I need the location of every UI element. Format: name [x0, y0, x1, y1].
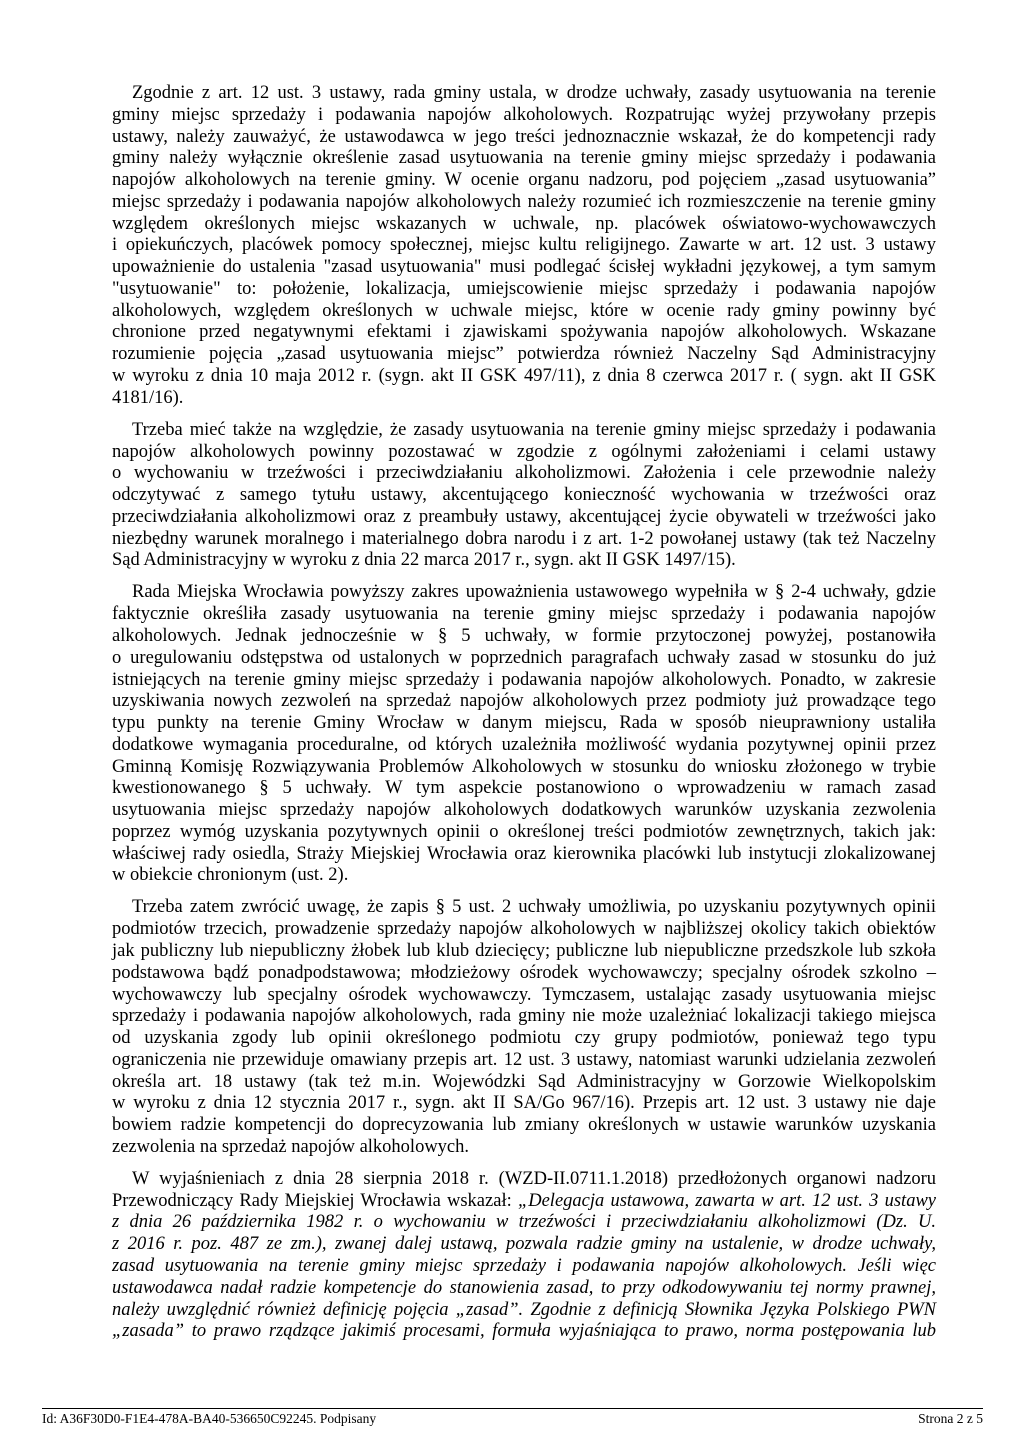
paragraph [112, 83, 936, 409]
text-line: odczytywać z samego tytułu ustawy, akcentującego konieczność wychowania w trzeźwości oraz [112, 485, 936, 506]
text-line: 4181/16). [112, 387, 184, 408]
text-line: kwestionowanego § 5 uchwały. W tym aspekcie postanowiono o wprowadzeniu w ramach zasad [112, 778, 936, 799]
text-line: sprzedaży i podawania napojów alkoholowych, rada gminy nie może uzależniać lokalizacji takiego miejsca [112, 1006, 936, 1027]
text-line: alkoholowych, względem określonych w uchwale miejsc, które w ocenie rady gminy powinny być [112, 300, 936, 321]
text-line: dodatkowe wymagania proceduralne, od których uzależniła możliwość wydania pozytywnej opinii przez [112, 734, 936, 755]
text-line: podstawowa bądź ponadpodstawowa; młodzieżowy ośrodek wychowawczy; specjalny ośrodek szkolno – [112, 962, 936, 983]
document-body [112, 83, 936, 1353]
text-line: poprzez wymóg uzyskania pozytywnych opinii o określonej treści podmiotów zewnętrznych, takich jak: [112, 821, 936, 842]
text-line [112, 1191, 936, 1213]
text-line: faktycznie określiła zasady usytuowania na terenie gminy miejsc sprzedaży i podawania napojów [112, 604, 936, 625]
text-line: "usytuowanie" to: położenie, lokalizacja, umiejscowienie miejsc sprzedaży i podawania napojów [112, 278, 936, 299]
text-line: alkoholowych. Jednak jednocześnie w § 5 uchwały, w formie przytoczonej powyżej, postanowiła [112, 625, 936, 646]
text-line: napojów alkoholowych na terenie gminy. W ocenie organu nadzoru, pod pojęciem „zasad usytuowania” [112, 170, 936, 191]
text-line: jak publiczny lub niepubliczny żłobek lub klub dziecięcy; publiczne lub niepubliczne przedszkole lub szkoła [112, 940, 936, 961]
footer-divider [42, 1408, 983, 1409]
text-line: Trzeba zatem zwrócić uwagę, że zapis § 5 ust. 2 uchwały umożliwia, po uzyskaniu pozytywnych opinii [132, 897, 936, 918]
paragraph [112, 897, 936, 1158]
text-line: istniejących na terenie gminy miejsc sprzedaży i podawania napojów alkoholowych. Ponadto, w zakresie [112, 669, 936, 690]
paragraph [112, 1169, 936, 1343]
text-line: ograniczenia nie przewiduje omawiany przepis art. 12 ust. 3 ustawy, natomiast warunki udzielania zezwoleń [112, 1049, 936, 1070]
text-line: w wyroku z dnia 10 maja 2012 r. (sygn. akt II GSK 497/11), z dnia 8 czerwca 2017 r. ( sygn. akt II GSK [112, 365, 936, 386]
text-line: o uregulowaniu odstępstwa od ustalonych w poprzednich paragrafach uchwały zasad w stosunku do już [112, 647, 936, 668]
text-line: o wychowaniu w trzeźwości i przeciwdziałaniu alkoholizmowi. Założenia i cele przewodnie należy [112, 463, 936, 484]
text-line: Zgodnie z art. 12 ust. 3 ustawy, rada gminy ustala, w drodze uchwały, zasady usytuowania na terenie [132, 83, 936, 103]
quoted-text-line: należy uwzględnić również definicję pojęcia „zasad”. Zgodnie z definicją Słownika Języka Polskiego PWN [112, 1299, 936, 1320]
text-line: niezbędny warunek moralnego i materialnego dobra narodu i z art. 1-2 powołanej ustawy (tak też Naczelny [112, 528, 936, 549]
text-line: przeciwdziałania alkoholizmowi oraz z preambuły ustawy, akcentującej życie obywateli w trzeźwości jako [112, 506, 936, 527]
text-line: usytuowania miejsc sprzedaży napojów alkoholowych dodatkowych warunków uzyskania zezwolenia [112, 800, 936, 821]
text-line: chronione przed negatywnymi efektami i zjawiskami spożywania napojów alkoholowych. Wskazane [112, 322, 936, 343]
text-line: miejsc sprzedaży i podawania napojów alkoholowych należy rozumieć ich rozmieszczenie na terenie gminy [112, 191, 936, 212]
text-line: w wyroku z dnia 12 stycznia 2017 r., sygn. akt II SA/Go 967/16). Przepis art. 12 ust. 3 ustawy nie daje [112, 1093, 936, 1114]
document-id: Id: A36F30D0-F1E4-478A-BA40-536650C92245. Podpisany [42, 1411, 377, 1426]
text-line: zezwolenia na sprzedaż napojów alkoholowych. [112, 1136, 470, 1157]
text-line: gminy należy wyłącznie określenie zasad usytuowania na terenie gminy miejsc sprzedaży i podawania [112, 148, 936, 169]
text-line: i opiekuńczych, placówek pomocy społecznej, miejsc kultu religijnego. Zawarte w art. 12 ust. 3 ustawy [112, 235, 936, 256]
text-line: Sąd Administracyjny w wyroku z dnia 22 marca 2017 r., sygn. akt II GSK 1497/15). [112, 550, 736, 571]
page-number: Strona 2 z 5 [918, 1411, 983, 1426]
text-line: napojów alkoholowych powinny pozostawać w zgodzie z ogólnymi założeniami i celami ustawy [112, 441, 936, 462]
text-line: wychowawczy lub specjalny ośrodek wychowawczy. Tymczasem, ustalając zasady usytuowania miejsc [112, 984, 936, 1005]
text-line: od uzyskania zgody lub opinii określonego podmiotu czy grupy podmiotów, ponieważ tego typu [112, 1028, 936, 1049]
quoted-text-line: z 2016 r. poz. 487 ze zm.), zwanej dalej ustawą, pozwala radzie gminy na ustalenie, w drodze uchwały, [112, 1234, 936, 1255]
text-line: ustawy, należy zauważyć, że ustawodawca w jego treści jednoznacznie wskazał, że do kompetencji rady [112, 126, 936, 147]
quoted-text-segment: „Delegacja ustawowa, zawarta w art. 12 ust. 3 ustawy [517, 1190, 936, 1211]
quoted-text-line: z dnia 26 października 1982 r. o wychowaniu w trzeźwości i przeciwdziałaniu alkoholizmowi (Dz. U. [112, 1212, 936, 1233]
text-line: upoważnienie do ustalenia "zasad usytuowania" musi podlegać ścisłej wykładni językowej, a tym samym [112, 257, 936, 278]
text-line: rozumienie pojęcia „zasad usytuowania miejsc” potwierdza również Naczelny Sąd Administracyjny [112, 344, 936, 365]
quoted-text-line: „zasada” to prawo rządzące jakimiś procesami, formuła wyjaśniająca to prawo, norma postępowania lub [112, 1321, 936, 1342]
text-line: w obiekcie chronionym (ust. 2). [112, 865, 349, 886]
text-line: typu punkty na terenie Gminy Wrocław w danym miejscu, Rada w sposób nieuprawniony ustaliła [112, 713, 936, 734]
text-line: Rada Miejska Wrocławia powyższy zakres upoważnienia ustawowego wypełniła w § 2-4 uchwały, gdzie [132, 582, 936, 603]
text-line: bowiem radzie kompetencji do doprecyzowania lub zmiany określonych w ustawie warunków uzyskania [112, 1115, 936, 1136]
text-line: podmiotów trzecich, prowadzenie sprzedaży napojów alkoholowych w najbliższej okolicy takich obiektów [112, 919, 936, 940]
text-line: Trzeba mieć także na względzie, że zasady usytuowania na terenie gminy miejsc sprzedaży i podawania [132, 419, 936, 440]
text-line: uzyskiwania nowych zezwoleń na sprzedaż napojów alkoholowych przez podmioty już prowadzące tego [112, 691, 936, 712]
text-line: W wyjaśnieniach z dnia 28 sierpnia 2018 r. (WZD-II.0711.1.2018) przedłożonych organowi nadzoru [132, 1168, 936, 1189]
text-segment: Przewodniczący Rady Miejskiej Wrocławia wskazał: [112, 1190, 512, 1211]
text-line: gminy miejsc sprzedaży i podawania napojów alkoholowych. Rozpatrując wyżej przywołany przepis [112, 104, 936, 125]
paragraph [112, 420, 936, 572]
text-line: określa art. 18 ustawy (tak też m.in. Wojewódzki Sąd Administracyjny w Gorzowie Wielkopolskim [112, 1071, 936, 1092]
quoted-text-line: zasad usytuowania na terenie gminy miejsc sprzedaży i podawania napojów alkoholowych. Jeśli więc [112, 1256, 936, 1276]
text-line: właściwej rady osiedla, Straży Miejskiej Wrocławia oraz kierownika placówki lub instytucji zlokalizowanej [112, 843, 936, 864]
text-line: względem określonych miejsc wskazanych w uchwale, np. placówek oświatowo-wychowawczych [112, 213, 936, 234]
quoted-text-line: ustawodawca nadał radzie kompetencje do stanowienia zasad, to przy odkodowywaniu tej normy prawnej, [112, 1277, 936, 1298]
text-line: Gminną Komisję Rozwiązywania Problemów Alkoholowych w stosunku do wniosku złożonego w trybie [112, 756, 936, 777]
paragraph [112, 582, 936, 887]
